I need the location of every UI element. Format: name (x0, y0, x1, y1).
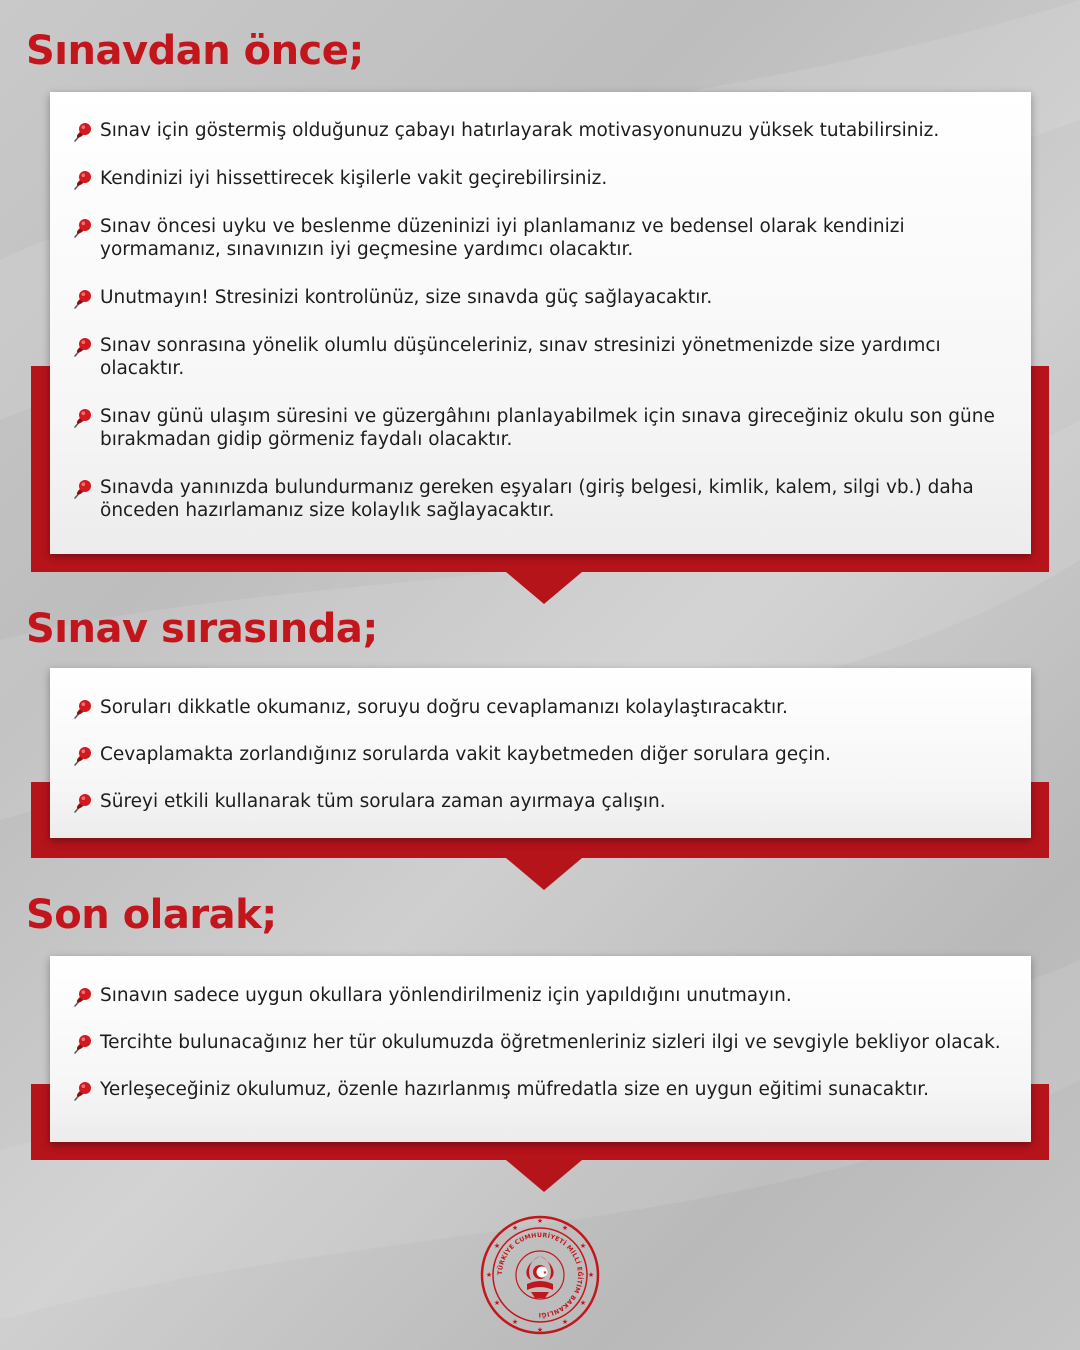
list-item (72, 286, 1011, 309)
svg-text:★: ★ (579, 1299, 587, 1307)
section-heading-during-exam: Sınav sırasında; (26, 606, 378, 652)
seal-ring-text: TÜRKİYE CUMHURİYETİ MİLLİ EĞİTİM BAKANLIĞI (496, 1231, 584, 1319)
down-arrow-1 (506, 572, 582, 604)
pushpin-icon (72, 986, 94, 1008)
list-item (72, 167, 1011, 190)
list-item (72, 790, 1011, 813)
svg-text:★: ★ (542, 1270, 548, 1276)
pushpin-icon (72, 169, 94, 191)
svg-text:★: ★ (587, 1271, 595, 1279)
list-item (72, 476, 1011, 522)
pushpin-icon (72, 121, 94, 143)
pushpin-icon (72, 698, 94, 720)
svg-text:★: ★ (493, 1242, 501, 1250)
list-item-text: Tercihte bulunacağınız her tür okulumuzda öğretmenleriniz sizleri ilgi ve sevgiyle bekliyor olacak. (100, 1032, 1001, 1053)
list-item (72, 743, 1011, 766)
list-item-text: Sınavda yanınızda bulundurmanız gereken eşyaları (giriş belgesi, kimlik, kalem, silgi vb.) daha önceden hazırlamanız size kolaylık sağlayacaktır. (100, 477, 974, 521)
svg-text:★: ★ (536, 1326, 544, 1334)
list-item-text: Sınav öncesi uyku ve beslenme düzeninizi iyi planlamanız ve bedensel olarak kendinizi yormamanız, sınavınızın iyi geçmesine yardımcı olacaktır. (100, 216, 905, 260)
list-item-text: Yerleşeceğiniz okulumuz, özenle hazırlanmış müfredatla size en uygun eğitimi sunacaktır. (100, 1079, 930, 1100)
pushpin-icon (72, 1080, 94, 1102)
svg-text:★: ★ (536, 1217, 544, 1225)
list-item-text: Soruları dikkatle okumanız, soruyu doğru cevaplamanızı kolaylaştıracaktır. (100, 697, 788, 718)
section-heading-before-exam: Sınavdan önce; (26, 28, 364, 74)
list-item (72, 1078, 1011, 1101)
card-finally (50, 956, 1031, 1142)
pushpin-icon (72, 407, 94, 429)
pushpin-icon (72, 217, 94, 239)
svg-text:★: ★ (561, 1318, 569, 1326)
list-item (72, 119, 1011, 142)
list-item-text: Sınav için göstermiş olduğunuz çabayı hatırlayarak motivasyonunuzu yüksek tutabilirsiniz. (100, 120, 940, 141)
list-item-text: Sınav günü ulaşım süresini ve güzergâhını planlayabilmek için sınava gireceğiniz okulu son güne bırakmadan gidip görmeniz faydalı olacaktır. (100, 406, 995, 450)
svg-text:★: ★ (579, 1242, 587, 1250)
svg-text:★: ★ (561, 1224, 569, 1232)
svg-text:★: ★ (493, 1299, 501, 1307)
list-item-text: Süreyi etkili kullanarak tüm sorulara zaman ayırmaya çalışın. (100, 791, 666, 812)
pushpin-icon (72, 745, 94, 767)
pushpin-icon (72, 336, 94, 358)
list-item-text: Kendinizi iyi hissettirecek kişilerle vakit geçirebilirsiniz. (100, 168, 608, 189)
down-arrow-3 (506, 1160, 582, 1192)
down-arrow-2 (506, 858, 582, 890)
pushpin-icon (72, 288, 94, 310)
list-item (72, 984, 1011, 1007)
list-item (72, 696, 1011, 719)
list-item-text: Sınav sonrasına yönelik olumlu düşünceleriniz, sınav stresinizi yönetmenizde size yardımcı olacaktır. (100, 335, 941, 379)
pushpin-icon (72, 1033, 94, 1055)
list-item-text: Unutmayın! Stresinizi kontrolünüz, size sınavda güç sağlayacaktır. (100, 287, 713, 308)
pushpin-icon (72, 478, 94, 500)
ministry-seal-logo (479, 1214, 601, 1336)
list-item (72, 405, 1011, 451)
section-heading-finally: Son olarak; (26, 892, 277, 938)
list-item-text: Cevaplamakta zorlandığınız sorularda vakit kaybetmeden diğer sorulara geçin. (100, 744, 831, 765)
svg-text:★: ★ (511, 1224, 519, 1232)
card-before-exam (50, 92, 1031, 554)
pushpin-icon (72, 792, 94, 814)
list-item (72, 334, 1011, 380)
list-item-text: Sınavın sadece uygun okullara yönlendirilmeniz için yapıldığını unutmayın. (100, 985, 792, 1006)
svg-text:★: ★ (485, 1271, 493, 1279)
svg-text:★: ★ (511, 1318, 519, 1326)
card-during-exam (50, 668, 1031, 838)
list-item (72, 1031, 1011, 1054)
list-item (72, 215, 1011, 261)
